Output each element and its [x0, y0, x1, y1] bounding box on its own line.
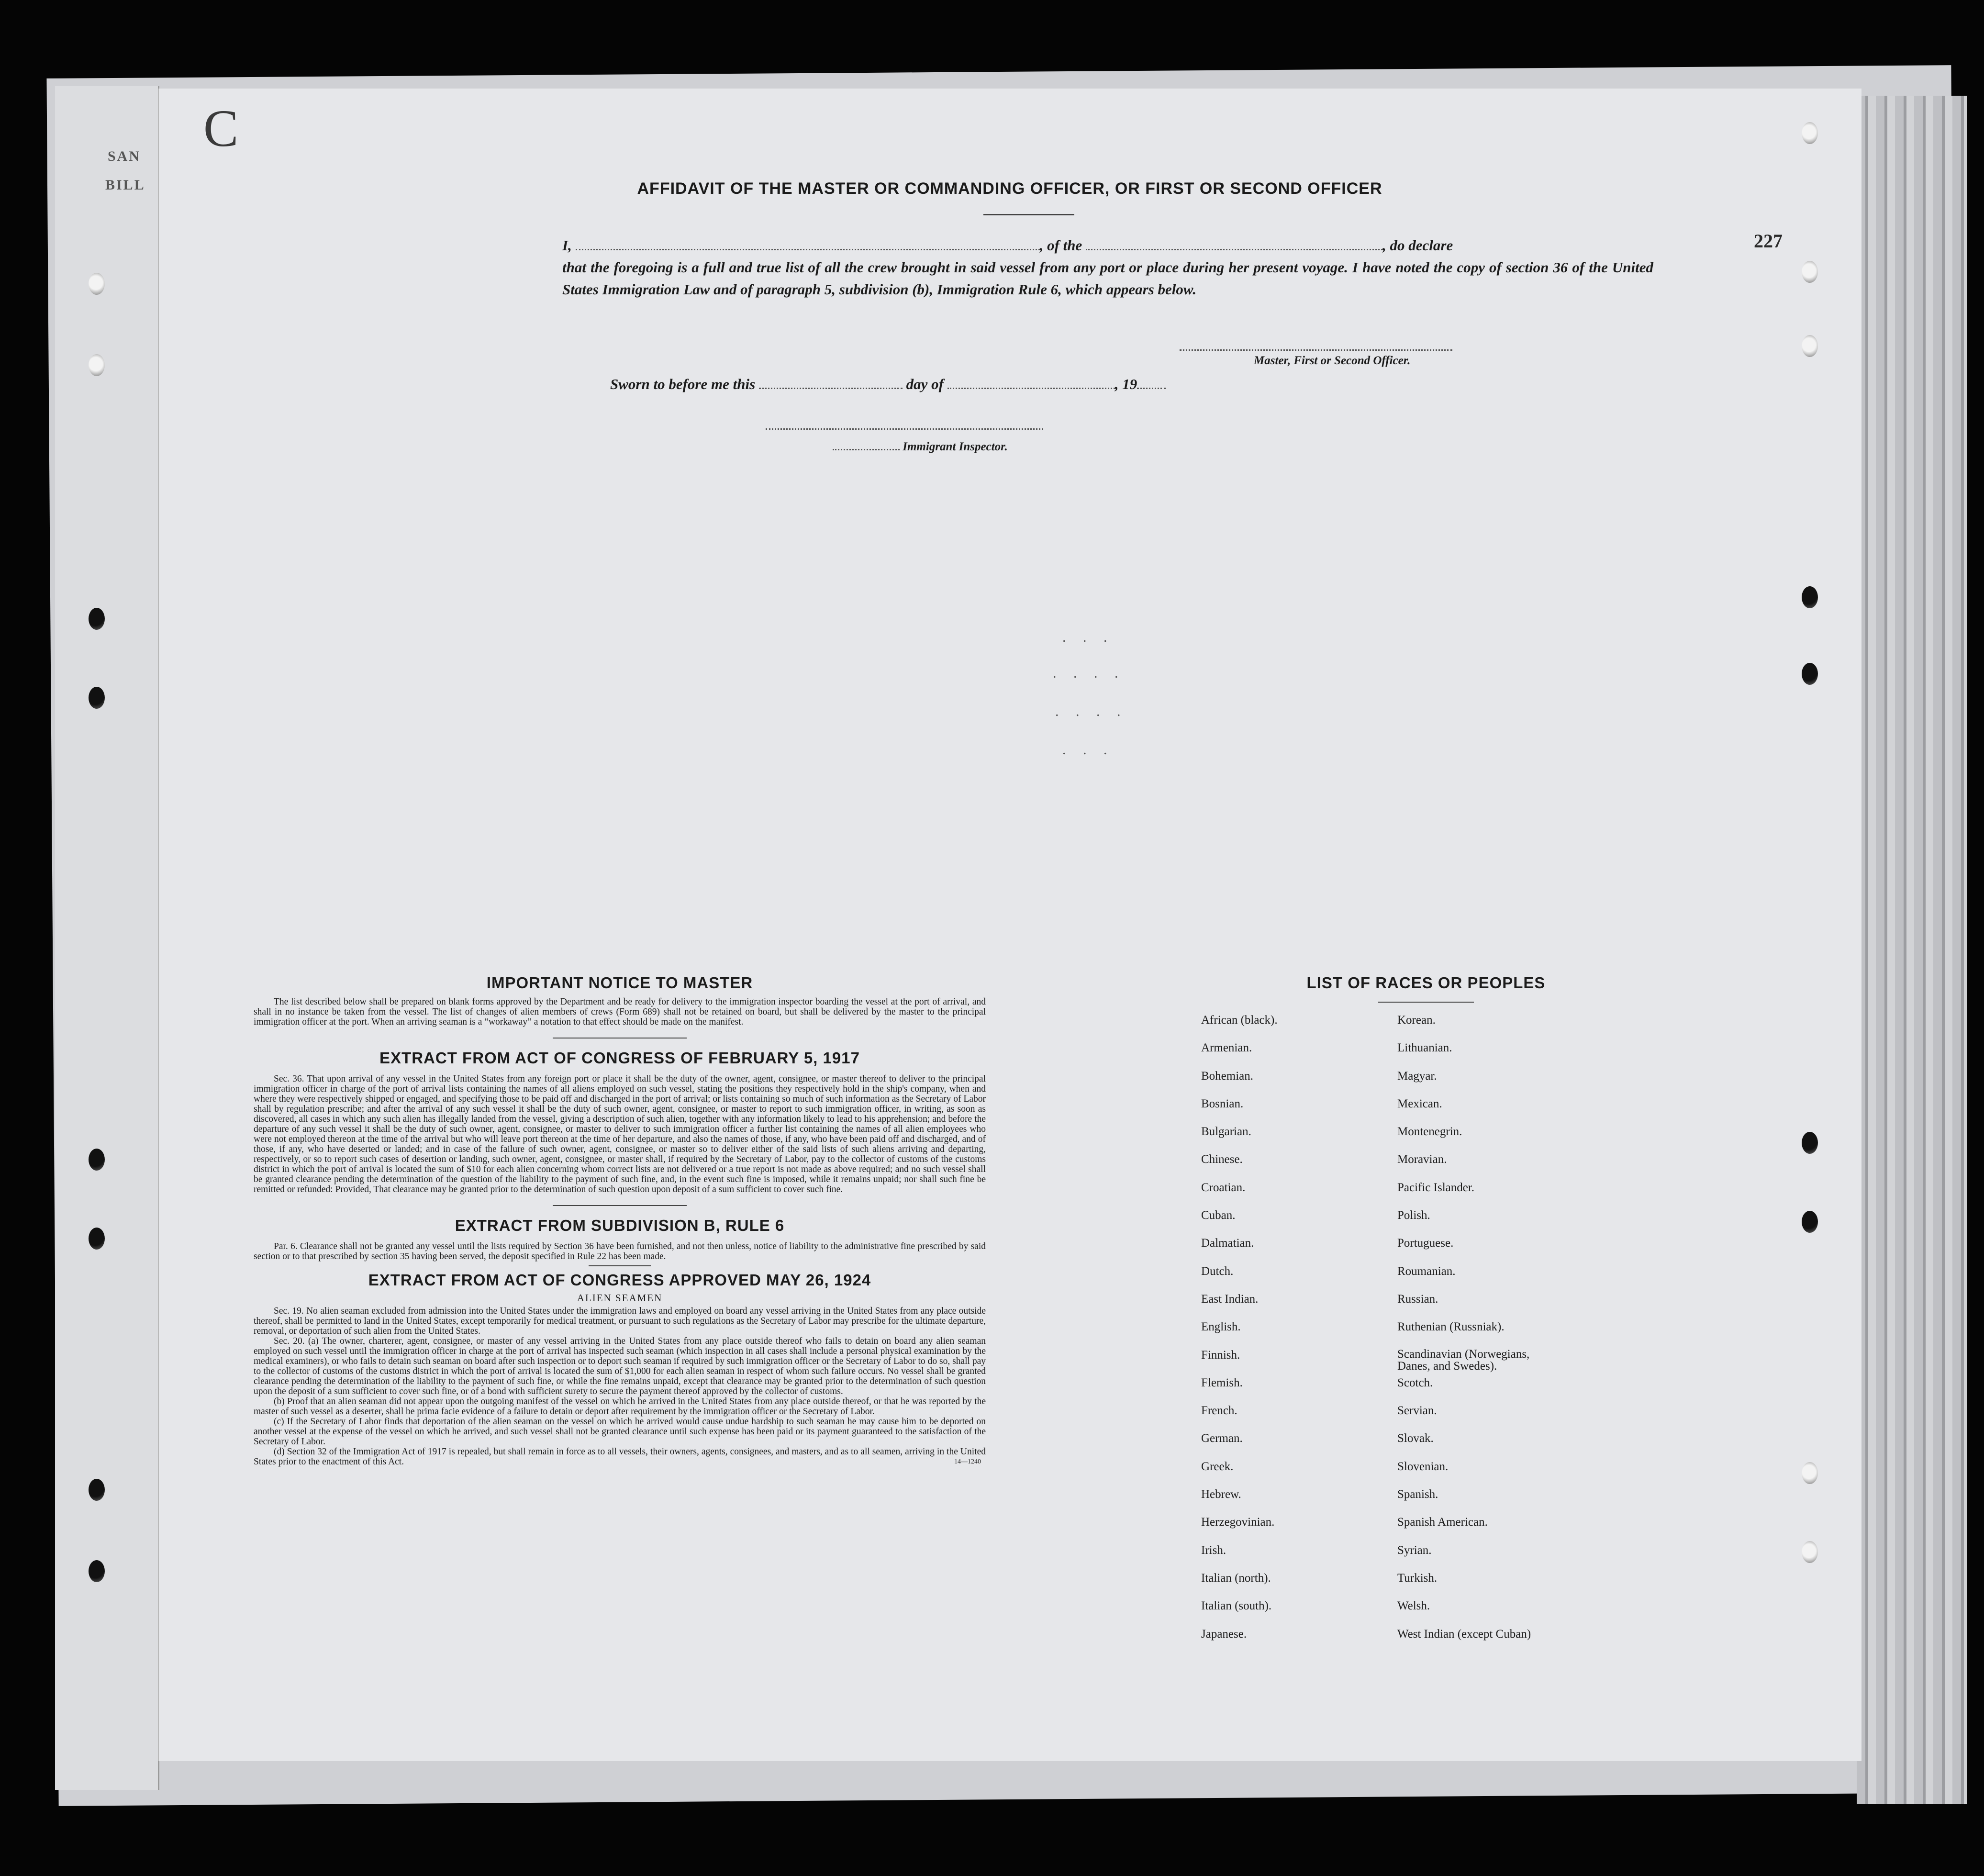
races-title: LIST OF RACES OR PEOPLES [1306, 974, 1546, 992]
extract1-body: Sec. 36. That upon arrival of any vessel in the United States from any foreign port or place it shall be the duty of the owner, agent, consignee, or master thereof to deliver to the principal immigration officer in charge of the port of arrival lists containing the names of all aliens employed on such vessel, stating the positions they respectively hold in the ship's company, when and where they were respectively shipped or engaged, and specifying those to be paid off and discharged in the port of arrival; or lists containing so much of such information as the Secretary of Labor shall by regulation prescribe; and after the arrival of any such vessel it shall be the duty of such owner, agent, consignee, or master to report to such immigration officer, in writing, as soon as discovered, all cases in which any such alien has illegally landed from the vessel, giving a description of such alien, together with any information likely to lead to his apprehension; and before the departure of any such vessel it shall be the duty of such owner, agent, consignee, or master to deliver to such immigration officer a further list containing the names of all alien employees who were not employed thereon at the time of the arrival but who will leave port thereon at the time of her departure, and also the names of those, if any, who have been paid off and discharged, and of those, if any, who have deserted or landed; and in case of the failure of such owner, agent, consignee, or master so to deliver either of the said lists of such aliens arriving and departing, respectively, or so to report such cases of desertion or landing, such owner, agent, consignee, or master shall, if required by the Secretary of Labor, pay to the collector of customs of the customs district in which the port of arrival is located the sum of $10 for each alien concerning whom correct lists are not delivered or a true report is not made as above required; and no such vessel shall be granted clearance pending the determination of the question of the liability to the payment of such fine, and, in the event such fine is imposed, while it remains unpaid; nor shall such fine be remitted or refunded: Provided, That clearance may be granted prior to the determination of such question upon deposit of a sum sufficient to cover such fine. [254, 1074, 986, 1195]
race-item: German. [1201, 1432, 1243, 1445]
extract2-body: Par. 6. Clearance shall not be granted any vessel until the lists required by Section 36 have been furnished, and not then unless, notice of liability to the administrative fine prescribed by said section or to that prescribed by section 35 having been served, the deposit specified in Rule 22 has been made. [254, 1241, 986, 1262]
race-item: Finnish. [1201, 1348, 1240, 1362]
race-item: Montenegrin. [1397, 1125, 1462, 1139]
declaration-text: that the foregoing is a full and true list of all the crew brought in said vessel from any port or place during her present voyage. I have noted the copy of section 36 of the United States Immigration Law and of paragraph 5, subdivision (b), Immigration Rule 6, which appears below. [562, 259, 1653, 298]
races-list [1182, 974, 1670, 1655]
stray-marks: . . . [1062, 742, 1114, 758]
document-page [158, 89, 1861, 1761]
race-item: Armenian. [1201, 1041, 1252, 1055]
margin-letter: C [203, 99, 239, 157]
punch-hole [1802, 335, 1818, 357]
race-item: Chinese. [1201, 1153, 1243, 1166]
extract3-sec20d: (d) Section 32 of the Immigration Act of 1917 is repealed, but shall remain in force as to all vessels, their owners, agents, consignees, and masters, and as to all seamen, arriving in the United States prior to the enactment of this Act. [254, 1447, 986, 1467]
inspector-caption-text: Immigrant Inspector. [903, 440, 1008, 453]
race-item: Bulgarian. [1201, 1125, 1251, 1139]
extract3-sec20b: (b) Proof that an alien seaman did not appear upon the outgoing manifest of the vessel on which he arrived in the United States from any place outside thereof, or that he was reported by the master of such vessel as a deserter, shall be prima facie evidence of a failure to detain or deport after requirement by the immigration officer or the Secretary of Labor. [254, 1396, 986, 1417]
race-item: Spanish. [1397, 1488, 1438, 1501]
sworn-day-blank[interactable] [759, 388, 903, 389]
race-item: French. [1201, 1404, 1237, 1418]
declaration-start: I, [562, 237, 572, 254]
punch-hole [89, 1149, 105, 1171]
punch-hole [1802, 663, 1818, 685]
race-item: Portuguese. [1397, 1237, 1454, 1250]
sworn-year-label: , 19 [1115, 376, 1137, 392]
affidavit-body [562, 234, 1653, 301]
race-item: Scotch. [1397, 1376, 1433, 1389]
notice-title: IMPORTANT NOTICE TO MASTER [486, 974, 753, 992]
race-item: Slovenian. [1397, 1460, 1449, 1473]
name-blank[interactable] [576, 249, 1040, 250]
extract2-title: EXTRACT FROM SUBDIVISION B, RULE 6 [455, 1217, 785, 1234]
race-item: Servian. [1397, 1404, 1437, 1418]
sworn-line [610, 376, 1166, 393]
punch-hole [89, 354, 105, 376]
race-item: Bohemian. [1201, 1069, 1254, 1083]
punch-hole [89, 1560, 105, 1582]
extract3-sec20c: (c) If the Secretary of Labor finds that deportation of the alien seaman on the vessel on which he arrived would cause undue hardship to such seaman he may cause him to be deported on another vessel at the expense of the vessel on which he arrived, and such vessel shall not be granted clearance until such expense has been paid or its payment guaranteed to the satisfaction of the Secretary of Labor. [254, 1417, 986, 1447]
inspector-caption [833, 440, 1008, 454]
binding-stub [55, 86, 159, 1790]
section-rule [553, 1205, 687, 1206]
extract3-title: EXTRACT FROM ACT OF CONGRESS APPROVED MAY 26, 1924 [368, 1271, 871, 1289]
race-item: Welsh. [1397, 1599, 1430, 1613]
race-item: Ruthenian (Russniak). [1397, 1320, 1505, 1334]
vessel-blank[interactable] [1086, 249, 1382, 250]
race-item: Dutch. [1201, 1264, 1234, 1278]
race-item: Magyar. [1397, 1069, 1437, 1083]
race-item: Lithuanian. [1397, 1041, 1452, 1055]
inspector-lead-dots [833, 449, 900, 450]
race-item: Roumanian. [1397, 1264, 1456, 1278]
race-item: West Indian (except Cuban) [1397, 1627, 1531, 1641]
page-number-stamp: 227 [1754, 230, 1783, 252]
signature-blank[interactable] [1180, 349, 1452, 351]
race-item: Italian (north). [1201, 1571, 1271, 1585]
stray-marks: . . . . [1055, 704, 1127, 719]
declaration-line [562, 234, 1653, 257]
race-item: Irish. [1201, 1543, 1226, 1557]
race-item: Greek. [1201, 1460, 1234, 1473]
punch-hole [1802, 261, 1818, 283]
race-item: Scandinavian (Norwegians, Danes, and Swedes). [1397, 1347, 1530, 1373]
race-item: Moravian. [1397, 1153, 1447, 1166]
punch-hole [1802, 1211, 1818, 1233]
race-item: Japanese. [1201, 1627, 1247, 1641]
race-item: Cuban. [1201, 1209, 1236, 1222]
race-item: Croatian. [1201, 1181, 1246, 1194]
section-rule [589, 1265, 651, 1266]
race-item: English. [1201, 1320, 1241, 1334]
race-item: Flemish. [1201, 1376, 1243, 1389]
punch-hole [1802, 122, 1818, 144]
sworn-year-blank[interactable] [1137, 388, 1166, 389]
race-item: Slovak. [1397, 1432, 1434, 1445]
extract1-title: EXTRACT FROM ACT OF CONGRESS OF FEBRUARY 5, 1917 [379, 1049, 860, 1067]
punch-hole [89, 1479, 105, 1501]
sworn-prefix: Sworn to before me this [610, 376, 756, 392]
race-item: Spanish American. [1397, 1516, 1488, 1529]
race-item: Mexican. [1397, 1097, 1442, 1110]
punch-hole [1802, 586, 1818, 608]
race-item: Herzegovinian. [1201, 1516, 1275, 1529]
stray-marks: . . . [1062, 629, 1114, 645]
margin-line [158, 89, 159, 1761]
sworn-day-label: day of [906, 376, 944, 392]
race-item: Italian (south). [1201, 1599, 1272, 1613]
signature-caption: Master, First or Second Officer. [1254, 354, 1411, 367]
race-item: Turkish. [1397, 1571, 1438, 1585]
race-item: African (black). [1201, 1014, 1278, 1027]
inspector-signature-blank[interactable] [766, 428, 1043, 430]
stub-mark-1: SAN [108, 148, 141, 164]
important-notice [254, 974, 986, 1466]
stray-marks: . . . . [1053, 665, 1125, 681]
punch-hole [1802, 1132, 1818, 1154]
declaration-mid: , of the [1039, 237, 1082, 254]
affidavit-title: AFFIDAVIT OF THE MASTER OR COMMANDING OFFICER, OR FIRST OR SECOND OFFICER [637, 179, 1382, 198]
punch-hole [89, 687, 105, 709]
race-item: Dalmatian. [1201, 1237, 1254, 1250]
race-item: Hebrew. [1201, 1488, 1241, 1501]
form-number: 14—1240 [954, 1458, 981, 1465]
stub-mark-2: BILL [105, 177, 145, 193]
page-stack-edge [1857, 96, 1967, 1804]
punch-hole [1802, 1462, 1818, 1484]
race-item: Syrian. [1397, 1543, 1432, 1557]
extract3-sec19: Sec. 19. No alien seaman excluded from admission into the United States under the immigration laws and employed on board any vessel arriving in the United States from any place outside thereof, shall be permitted to land in the United States, except temporarily for medical treatment, or pursuant to such regulations as the Secretary of Labor may prescribe for the ultimate departure, removal, or deportation of such alien from the United States. [254, 1306, 986, 1336]
races-rule [1378, 1002, 1474, 1003]
notice-body: The list described below shall be prepared on blank forms approved by the Department and be ready for delivery to the immigration inspector boarding the vessel at the port of arrival, and shall in no instance be taken from the vessel. The list of changes of alien members of crews (Form 689) shall not be retained on board, but shall be delivered by the master to the principal immigration officer at the port. When an arriving seaman is a “workaway” a notation to that effect should be made on the manifest. [254, 997, 986, 1027]
race-item: Russian. [1397, 1292, 1438, 1306]
race-item: Bosnian. [1201, 1097, 1244, 1110]
race-item: East Indian. [1201, 1292, 1259, 1306]
extract3-sec20a: Sec. 20. (a) The owner, charterer, agent, consignee, or master of any vessel arriving in the United States from any place outside thereof who fails to detain on board any alien seaman employed on such vessel until the immigration officer in charge at the port of arrival has inspected such seaman (which inspection in all cases shall include a personal physical examination by the medical examiners), or who fails to detain such seaman on board after such inspection or to deport such seaman if required by such immigration officer or the Secretary of Labor to do so, shall pay to the collector of customs of the customs district in which the port of arrival is located the sum of $1,000 for each alien seaman in respect of whom such failure occurs. No vessel shall be granted clearance pending the determination of the liability to the payment of such fine, or while the fine remains unpaid, except that clearance may be granted prior to the determination of such question upon the deposit of a sum sufficient to cover such fine, or of a bond with sufficient surety to secure the payment thereof approved by the collector of customs. [254, 1336, 986, 1396]
punch-hole [89, 608, 105, 630]
title-rule [983, 214, 1074, 215]
punch-hole [89, 273, 105, 295]
sworn-month-blank[interactable] [947, 388, 1115, 389]
race-item: Polish. [1397, 1209, 1430, 1222]
extract3-subtitle: ALIEN SEAMEN [577, 1292, 663, 1304]
declaration-end: , do declare [1382, 237, 1453, 254]
punch-hole [1802, 1541, 1818, 1563]
punch-hole [89, 1228, 105, 1250]
race-item: Korean. [1397, 1014, 1436, 1027]
races-grid [1201, 1013, 1670, 1655]
race-item: Pacific Islander. [1397, 1181, 1475, 1194]
